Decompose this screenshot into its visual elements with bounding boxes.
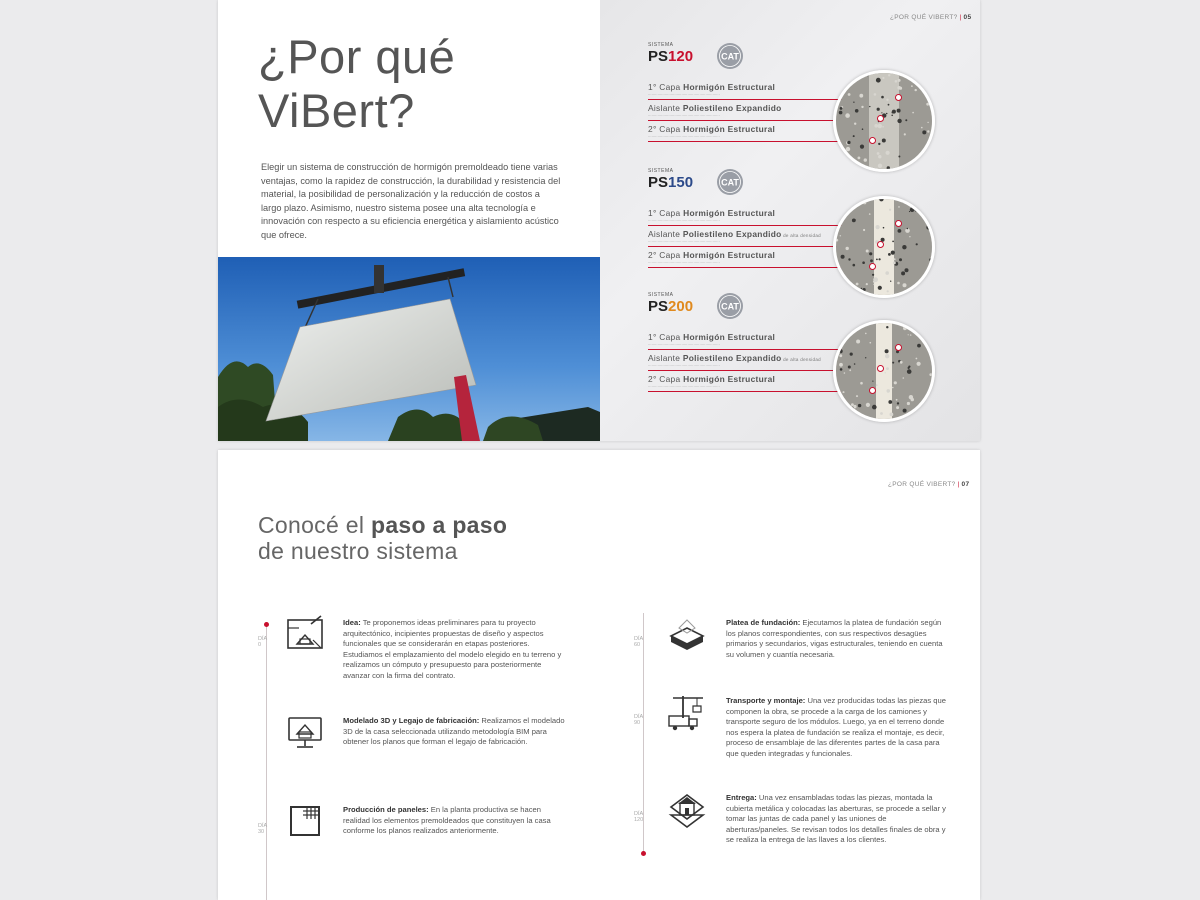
foundation-icon: [667, 614, 707, 654]
system-label: SISTEMA: [648, 292, 674, 298]
layer-fine-print: ····························································: [648, 135, 720, 139]
layer-marker-dot: [877, 241, 884, 248]
step-day-label: DÍA 60: [634, 636, 643, 648]
system-ps120: [648, 42, 948, 167]
layer-material: Hormigón Estructural: [683, 82, 776, 92]
layer-prefix: 1° Capa: [648, 332, 684, 342]
layer-marker-dot: [895, 344, 902, 351]
layer-fine-print: ····························································: [648, 93, 720, 97]
layer-material: Hormigón Estructural: [683, 374, 776, 384]
layer-fine-print: ····························································: [648, 240, 720, 244]
layer-marker-dot: [877, 115, 884, 122]
crane-panel-photo: [218, 257, 600, 441]
step-description: [343, 618, 565, 681]
timeline-left: [266, 625, 267, 900]
system-number: 200: [668, 298, 694, 315]
layer-marker-dot: [877, 365, 884, 372]
system-number: 150: [668, 174, 694, 191]
cat-badge-text: CAT: [721, 177, 739, 188]
header-section: ¿POR QUÉ VIBERT?: [890, 14, 958, 21]
system-ps150: [648, 168, 948, 293]
system-label: SISTEMA: [648, 168, 674, 174]
wall-section-detail: [833, 320, 935, 422]
system-name: [648, 48, 693, 65]
page-number: 05: [963, 14, 972, 21]
step-title: Platea de fundación:: [726, 618, 801, 627]
layer-material: Poliestileno Expandido: [682, 353, 782, 363]
step-description: [726, 618, 951, 660]
step-body: En la planta productiva se hacen realidad los elementos premoldeados que constituyen la casa conforme los planos realizados anteriormente.: [343, 805, 551, 835]
layer-material: Hormigón Estructural: [683, 332, 776, 342]
wall-section-detail: [833, 196, 935, 298]
layer-fine-print: ····························································: [648, 261, 720, 265]
layer-marker-dot: [869, 263, 876, 270]
brochure-page-07: [218, 450, 980, 900]
cat-badge-icon: [716, 168, 744, 196]
layer-material: Hormigón Estructural: [683, 124, 776, 134]
layer-extra: de alta densidad: [781, 233, 821, 238]
step-day-label: DÍA 120: [634, 811, 644, 823]
layer-fine-print: ····························································: [648, 364, 720, 368]
step-body: Realizamos el modelado 3D de la casa seleccionada utilizando metodología BIM para obtener los planos que forman el legajo de fabricación.: [343, 716, 565, 746]
layer-material: Poliestileno Expandido: [682, 103, 782, 113]
intro-column: [218, 0, 600, 257]
layer-marker-dot: [869, 387, 876, 394]
layer-prefix: 1° Capa: [648, 82, 684, 92]
cat-badge-text: CAT: [721, 51, 739, 62]
cat-badge-icon: [716, 292, 744, 320]
layer-prefix: Aislante: [648, 353, 683, 363]
house-icon: [667, 789, 707, 829]
layer-prefix: 2° Capa: [648, 374, 684, 384]
intro-paragraph: Elegir un sistema de construcción de hormigón premoldeado tiene varias ventajas, como la rapidez de construcción, la durabilidad y resistencia del material, la posibilidad de personalización y la reducción de costos a largo plazo. Asimismo, nuestro sistema posee una alta tecnología e innovación con respecto a su eficiencia energética y aislamiento acústico que ofrece.: [261, 162, 561, 240]
step-day-label: DÍA 90: [634, 714, 643, 726]
layer-prefix: 2° Capa: [648, 250, 684, 260]
step-body: Te proponemos ideas preliminares para tu proyecto arquitectónico, incipientes propuestas de diseño y aspectos funcionales que se considerarán en etapas posteriores. Estudiamos el emplazamiento del modelo elegido en tu terreno y realizamos un cómputo y presupuesto para posteriormente avanzar con la firma del contrato.: [343, 618, 562, 680]
title-part-c: de nuestro sistema: [258, 538, 458, 564]
layer-prefix: 1° Capa: [648, 208, 684, 218]
step-title: Transporte y montaje:: [726, 696, 806, 705]
layer-prefix: 2° Capa: [648, 124, 684, 134]
layer-extra: de alta densidad: [781, 357, 821, 362]
title-line-1: ¿Por qué: [258, 30, 456, 83]
step-title: Producción de paneles:: [343, 805, 429, 814]
system-prefix: PS: [648, 298, 669, 315]
page-title: [258, 30, 455, 138]
layer-material: Poliestileno Expandido: [682, 229, 782, 239]
title-part-b: paso a paso: [370, 512, 508, 538]
layer-fine-print: ····························································: [648, 343, 720, 347]
systems-panel: [600, 0, 980, 441]
wall-section-detail: [833, 70, 935, 172]
page-header: ¿POR QUÉ VIBERT? | 05: [890, 14, 972, 21]
system-name: [648, 174, 693, 191]
blueprint-icon: [285, 614, 325, 654]
system-name: [648, 298, 693, 315]
step-title: Idea:: [343, 618, 361, 627]
panel-icon: [285, 801, 325, 841]
system-prefix: PS: [648, 174, 669, 191]
header-section-07: ¿POR QUÉ VIBERT?: [888, 481, 956, 488]
layer-material: Hormigón Estructural: [683, 250, 776, 260]
layer-fine-print: ····························································: [648, 114, 720, 118]
3d-model-icon: [285, 712, 325, 752]
brochure-page-05: [218, 0, 980, 441]
layer-fine-print: ····························································: [648, 219, 720, 223]
step-body: Ejecutamos la platea de fundación según los planos correspondientes, con sus respectivos desagües primarios y secundarios, vigas estructurales, teniendo en cuenta su volumen y cuantía necesaria.: [726, 618, 943, 659]
timeline-left-start: [264, 622, 269, 627]
cat-badge-text: CAT: [721, 301, 739, 312]
step-description: [343, 716, 565, 748]
layer-marker-dot: [869, 137, 876, 144]
system-ps200: [648, 292, 948, 417]
title-part-a: Conocé el: [258, 512, 371, 538]
layer-prefix: Aislante: [648, 103, 683, 113]
system-label: SISTEMA: [648, 42, 674, 48]
step-title: Entrega:: [726, 793, 757, 802]
step-day-label: DÍA 0: [258, 636, 267, 648]
step-description: [726, 696, 951, 759]
timeline-right-end: [641, 851, 646, 856]
step-day-label: DÍA 30: [258, 823, 267, 835]
layer-marker-dot: [895, 220, 902, 227]
page-number-07: 07: [961, 481, 970, 488]
page-header-07: ¿POR QUÉ VIBERT? | 07: [888, 481, 970, 488]
step-title: Modelado 3D y Legajo de fabricación:: [343, 716, 480, 725]
layer-prefix: Aislante: [648, 229, 683, 239]
system-prefix: PS: [648, 48, 669, 65]
step-body: Una vez ensambladas todas las piezas, montada la cubierta metálica y colocadas las aberturas, se procede a sellar y tomar las juntas de cada panel y las uniones de aberturas/paneles. Se revisan todos los detalles finales de obra y se realiza la entrega de las llaves a los clientes.: [726, 793, 946, 844]
crane-truck-icon: [667, 692, 707, 732]
cat-badge-icon: [716, 42, 744, 70]
title-line-2: ViBert?: [258, 84, 415, 137]
step-description: [343, 805, 565, 837]
step-description: [726, 793, 951, 846]
layer-fine-print: ····························································: [648, 385, 720, 389]
layer-marker-dot: [895, 94, 902, 101]
step-body: Una vez producidas todas las piezas que componen la obra, se procede a la carga de los camiones y transporte seguro de los módulos. Luego, ya en el terreno donde nos espera la platea de fundación se realiza el montaje, es decir, proceso de ensamblaje de las diferentes partes de la casa para que queden integradas y funcionales.: [726, 696, 946, 758]
system-number: 120: [668, 48, 694, 65]
layer-material: Hormigón Estructural: [683, 208, 776, 218]
steps-title: [258, 512, 507, 564]
